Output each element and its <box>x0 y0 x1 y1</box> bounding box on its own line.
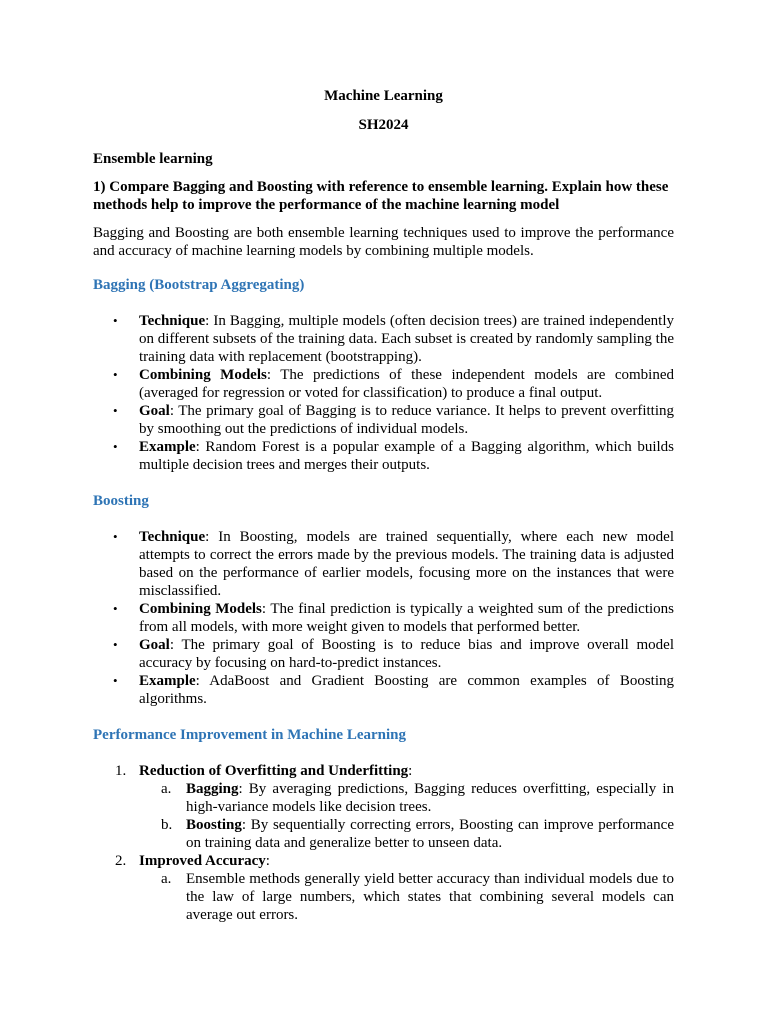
bullet-icon: • <box>113 439 118 454</box>
intro-paragraph: Bagging and Boosting are both ensemble learning techniques used to improve the performance and accuracy of machine learning models by combining multiple models. <box>93 225 674 259</box>
list-letter: a. <box>161 781 172 797</box>
list-letter: a. <box>161 871 172 887</box>
bullet-icon: • <box>113 529 118 544</box>
item-term: Boosting <box>186 817 242 833</box>
item-term: Combining Models <box>139 601 262 617</box>
bullet-icon: • <box>113 673 118 688</box>
item-term: Reduction of Overfitting and Underfitting <box>139 763 409 779</box>
item-text: : The final prediction is typically a weighted sum of the predictions from all models, with more weight given to models that performed better. <box>139 601 675 635</box>
list-number: 1. <box>115 763 127 779</box>
item-text: : In Boosting, models are trained sequentially, where each new model attempts to correct the errors made by the previous models. The training data is adjusted based on the performance of earlier models, focusing more on the instances that were misclassified. <box>139 529 674 599</box>
sub-list-item <box>93 870 674 924</box>
list-number: 2. <box>115 853 127 869</box>
item-term: Example <box>139 439 196 455</box>
item-term: Technique <box>139 529 206 545</box>
item-term: Goal <box>139 403 170 419</box>
boosting-heading: Boosting <box>93 493 149 509</box>
item-text: : By sequentially correcting errors, Boosting can improve performance on training data and generalize better to unseen data. <box>186 817 674 851</box>
item-term: Bagging <box>186 781 239 797</box>
question-heading: 1) Compare Bagging and Boosting with reference to ensemble learning. Explain how these methods help to improve the performance of the machine learning model <box>93 179 669 213</box>
bullet-icon: • <box>113 367 118 382</box>
item-term: Combining Models <box>139 367 267 383</box>
item-text: : The primary goal of Boosting is to reduce bias and improve overall model accuracy by focusing on hard-to-predict instances. <box>139 637 674 671</box>
item-text: : Random Forest is a popular example of a Bagging algorithm, which builds multiple decision trees and merges their outputs. <box>139 439 674 473</box>
section-label: Ensemble learning <box>93 151 213 167</box>
list-item <box>93 438 674 474</box>
list-item <box>93 402 674 438</box>
item-term: Goal <box>139 637 170 653</box>
bagging-list <box>93 312 674 474</box>
item-text: : AdaBoost and Gradient Boosting are common examples of Boosting algorithms. <box>139 673 674 707</box>
item-text: : In Bagging, multiple models (often decision trees) are trained independently on different subsets of the training data. Each subset is created by randomly sampling the training data with replacement (bootstrapping). <box>139 313 674 365</box>
item-term: Example <box>139 673 196 689</box>
item-text: : The predictions of these independent models are combined (averaged for regression or voted for classification) to produce a final output. <box>139 367 674 401</box>
item-suffix: : <box>265 853 270 869</box>
item-text: Ensemble methods generally yield better accuracy than individual models due to the law of large numbers, which states that combining several models can average out errors. <box>186 871 674 923</box>
item-suffix: : <box>408 763 413 779</box>
item-text: : By averaging predictions, Bagging reduces overfitting, especially in high-variance models like decision trees. <box>186 781 674 815</box>
sub-list-item <box>93 780 674 816</box>
item-term: Technique <box>139 313 206 329</box>
sub-list-item <box>93 816 674 852</box>
list-item <box>93 528 674 600</box>
boosting-list <box>93 528 674 708</box>
bullet-icon: • <box>113 601 118 616</box>
list-item <box>93 762 674 852</box>
bagging-heading: Bagging (Bootstrap Aggregating) <box>93 277 305 293</box>
list-item <box>93 366 674 402</box>
bullet-icon: • <box>113 637 118 652</box>
performance-heading: Performance Improvement in Machine Learning <box>93 727 407 743</box>
list-item <box>93 636 674 672</box>
list-item <box>93 600 674 636</box>
item-term: Improved Accuracy <box>139 853 266 869</box>
list-item <box>93 672 674 708</box>
sub-list <box>139 870 674 924</box>
bullet-icon: • <box>113 403 118 418</box>
bullet-icon: • <box>113 313 118 328</box>
sub-list <box>139 780 674 852</box>
list-item <box>93 312 674 366</box>
item-text: : The primary goal of Bagging is to reduce variance. It helps to prevent overfitting by smoothing out the predictions of individual models. <box>139 403 674 437</box>
list-item <box>93 852 674 924</box>
document-subtitle: SH2024 <box>358 117 409 133</box>
document-body <box>93 87 674 924</box>
list-letter: b. <box>161 817 173 833</box>
document-title: Machine Learning <box>324 88 443 104</box>
performance-list <box>93 762 674 924</box>
